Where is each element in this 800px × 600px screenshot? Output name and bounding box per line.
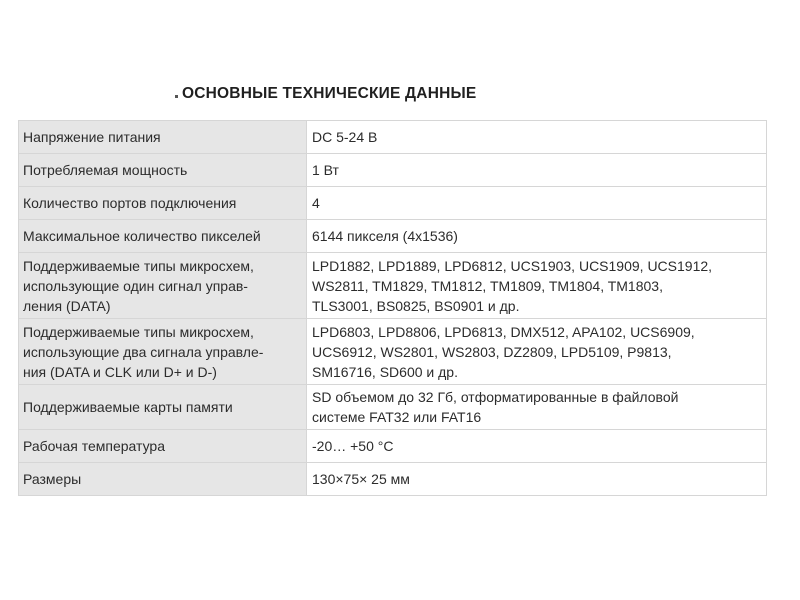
- spec-value: DC 5-24 В: [307, 121, 767, 154]
- table-row: [19, 220, 767, 253]
- table-row: [19, 319, 767, 385]
- spec-label: Поддерживаемые типы микросхем, использующие один сигнал управ- ления (DATA): [19, 253, 307, 319]
- spec-value: 6144 пикселя (4x1536): [307, 220, 767, 253]
- spec-value: 4: [307, 187, 767, 220]
- table-row: [19, 154, 767, 187]
- spec-label: Размеры: [19, 463, 307, 496]
- spec-value: SD объемом до 32 Гб, отформатированные в файловой системе FAT32 или FAT16: [307, 385, 767, 430]
- spec-label: Потребляемая мощность: [19, 154, 307, 187]
- spec-value: LPD1882, LPD1889, LPD6812, UCS1903, UCS1909, UCS1912, WS2811, TM1829, TM1812, TM1809, TM1804, TM1803, TLS3001, BS0825, BS0901 и др.: [307, 253, 767, 319]
- table-row: [19, 463, 767, 496]
- spec-label: Количество портов подключения: [19, 187, 307, 220]
- page-title-text: ОСНОВНЫЕ ТЕХНИЧЕСКИЕ ДАННЫЕ: [182, 85, 477, 102]
- spec-label: Поддерживаемые типы микросхем, использующие два сигнала управле- ния (DATA и CLK или D+ и D-): [19, 319, 307, 385]
- bullet-dot-icon: [175, 95, 178, 98]
- page-title: [175, 85, 476, 103]
- spec-value: LPD6803, LPD8806, LPD6813, DMX512, APA102, UCS6909, UCS6912, WS2801, WS2803, DZ2809, LPD5109, P9813, SM16716, SD600 и др.: [307, 319, 767, 385]
- spec-value: 130×75× 25 мм: [307, 463, 767, 496]
- spec-label: Рабочая температура: [19, 430, 307, 463]
- spec-table: [18, 120, 767, 496]
- table-row: [19, 253, 767, 319]
- table-row: [19, 430, 767, 463]
- spec-label: Напряжение питания: [19, 121, 307, 154]
- spec-label: Максимальное количество пикселей: [19, 220, 307, 253]
- table-row: [19, 385, 767, 430]
- spec-value: 1 Вт: [307, 154, 767, 187]
- table-row: [19, 187, 767, 220]
- spec-value: -20… +50 °C: [307, 430, 767, 463]
- table-row: [19, 121, 767, 154]
- spec-label: Поддерживаемые карты памяти: [19, 385, 307, 430]
